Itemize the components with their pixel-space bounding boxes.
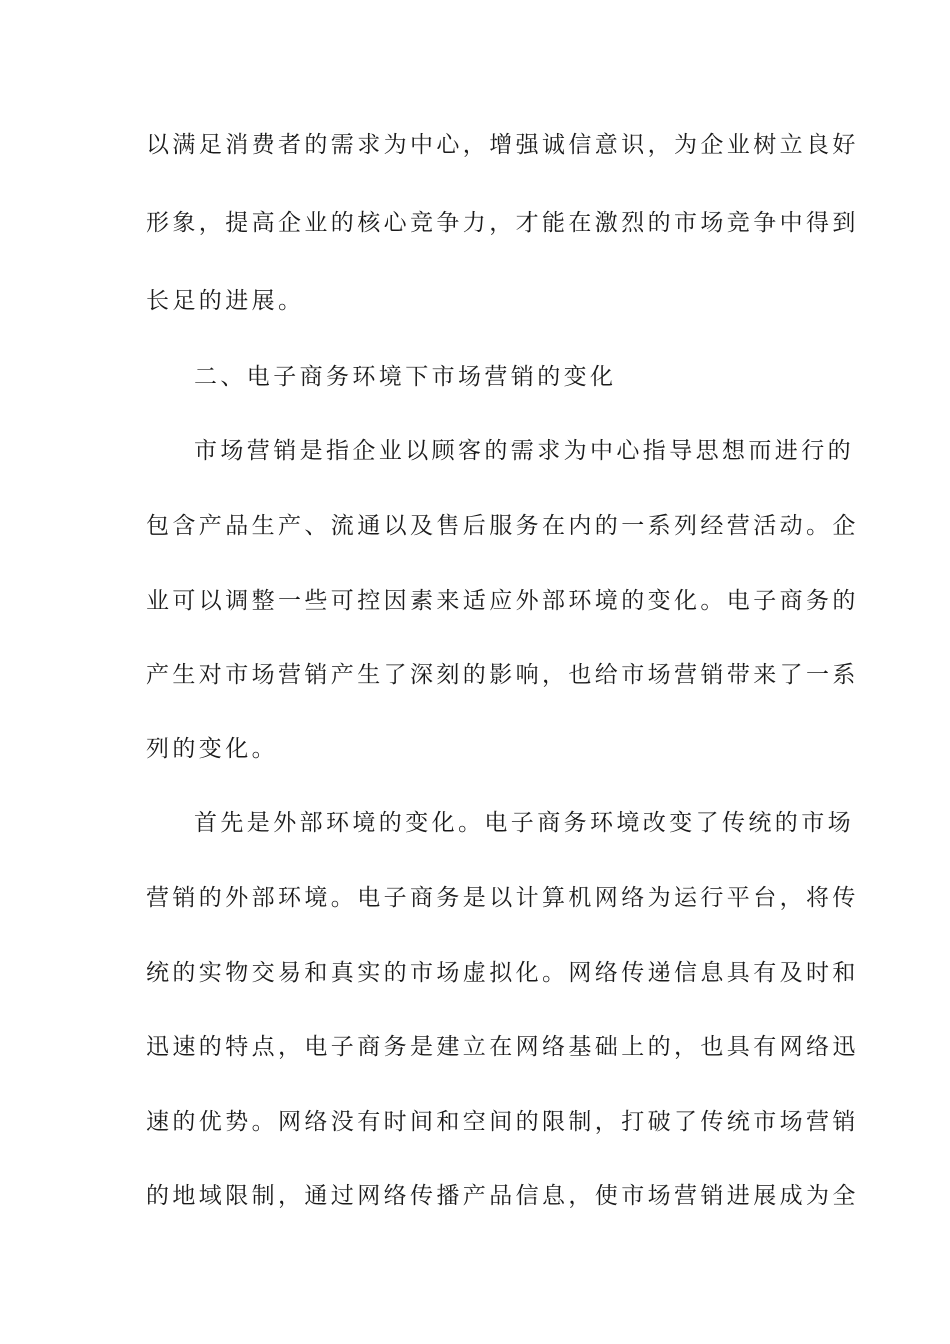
text-line: 迅速的特点，电子商务是建立在网络基础上的，也具有网络迅: [146, 1034, 859, 1060]
text-line: 产生对市场营销产生了深刻的影响，也给市场营销带来了一系: [146, 662, 859, 688]
text-line: 首先是外部环境的变化。电子商务环境改变了传统的市场: [194, 810, 854, 836]
text-line: 营销的外部环境。电子商务是以计算机网络为运行平台，将传: [146, 885, 859, 911]
text-line: 包含产品生产、流通以及售后服务在内的一系列经营活动。企: [146, 513, 859, 539]
section-heading: 二、电子商务环境下市场营销的变化: [194, 364, 617, 390]
text-line: 形象，提高企业的核心竞争力，才能在激烈的市场竞争中得到: [146, 210, 859, 236]
text-line: 的地域限制，通过网络传播产品信息，使市场营销进展成为全: [146, 1183, 859, 1209]
text-line: 速的优势。网络没有时间和空间的限制，打破了传统市场营销: [146, 1109, 859, 1135]
text-line: 长足的进展。: [146, 288, 305, 314]
text-line: 统的实物交易和真实的市场虚拟化。网络传递信息具有及时和: [146, 960, 859, 986]
text-line: 市场营销是指企业以顾客的需求为中心指导思想而进行的: [194, 438, 854, 464]
text-line: 列的变化。: [146, 736, 278, 762]
text-line: 业可以调整一些可控因素来适应外部环境的变化。电子商务的: [146, 588, 859, 614]
text-line: 以满足消费者的需求为中心，增强诚信意识，为企业树立良好: [146, 132, 859, 158]
